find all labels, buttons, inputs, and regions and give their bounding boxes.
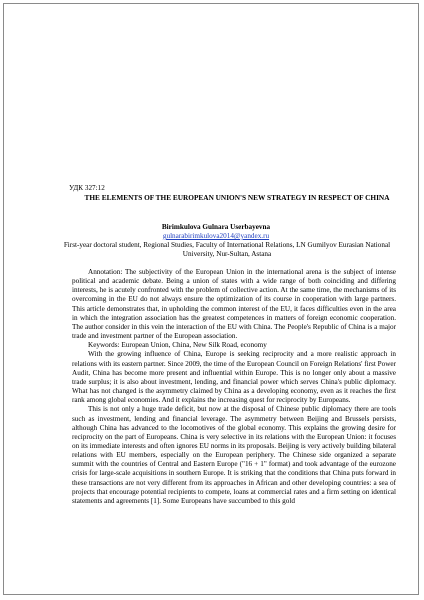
- keywords-line: Keywords: European Union, China, New Silk Road, economy: [88, 341, 267, 350]
- author-email-link[interactable]: gulnarabirimkulova2014@yandex.ru: [162, 232, 270, 240]
- body-paragraph-2: This is not only a huge trade deficit, but now at the disposal of Chinese public diplomacy there are tools such as investment, lending and financial leverage. The asymmetry between Beijing and Brussels persists, although China has advanced to the locomotives of the global economy. This explains the growing desire for reciprocity on the part of Europeans. China is very selective in its relations with the European Union: it focuses on its immediate interests and often ignores EU norms in its proposals. Beijing is very actively building bilateral relations with EU members, especially on the European periphery. The Chinese side organized a separate summit with the countries of Central and Eastern Europe ("16 + 1" format) and took advantage of the eurozone crisis for large-scale acquisitions in southern Europe. It is striking that the conditions that China puts forward in these transactions are not very different from its approaches in African and other developing countries: a sea of projects that encourage potential recipients to compete, loans at commercial rates and a firm setting on identical statements and agreements [1]. Some Europeans have succumbed to this gold: [72, 405, 396, 505]
- author-name: Birimkulova Gulnara Userbayevna: [161, 223, 271, 231]
- author-affiliation: First-year doctoral student, Regional Studies, Faculty of International Relations, LN Gumilyov Eurasian National University, Nur-Sultan, Astana: [63, 241, 391, 259]
- abstract-paragraph: Annotation: The subjectivity of the European Union in the international arena is the subject of intense political and academic debate. Being a union of states with a wide range of both coinciding and differing interests, he is acutely confronted with the problem of collective action. At the same time, the mechanisms of its overcoming in the EU do not always ensure the optimization of its course in cooperation with large partners. This article demonstrates that, in upholding the common interest of the EU, it faces difficulties even in the area in which the integration association has the greatest competences in matters of foreign economic cooperation. The author consider in this vein the interaction of the EU with China. The People's Republic of China is a major trade and investment partner of the European association.: [72, 268, 396, 341]
- article-body: [72, 268, 396, 506]
- udk-code: УДК 327:12: [69, 184, 105, 192]
- page-frame: [3, 3, 419, 595]
- article-title: THE ELEMENTS OF THE EUROPEAN UNION'S NEW STRATEGY IN RESPECT OF CHINA: [84, 193, 390, 202]
- body-paragraph-1: With the growing influence of China, Europe is seeking reciprocity and a more realistic approach in relations with its eastern partner. Since 2009, the time of the European Council on Foreign Relations' first Power Audit, China has become more present and influential within Europe. This is no longer only about a massive trade surplus; it is also about investment, lending, and financial power which serves China's public diplomacy. What has not changed is the asymmetry claimed by China as a developing economy, even as it reaches the first rank among global economies. And it explains the increasing quest for reciprocity by Europeans.: [72, 350, 396, 405]
